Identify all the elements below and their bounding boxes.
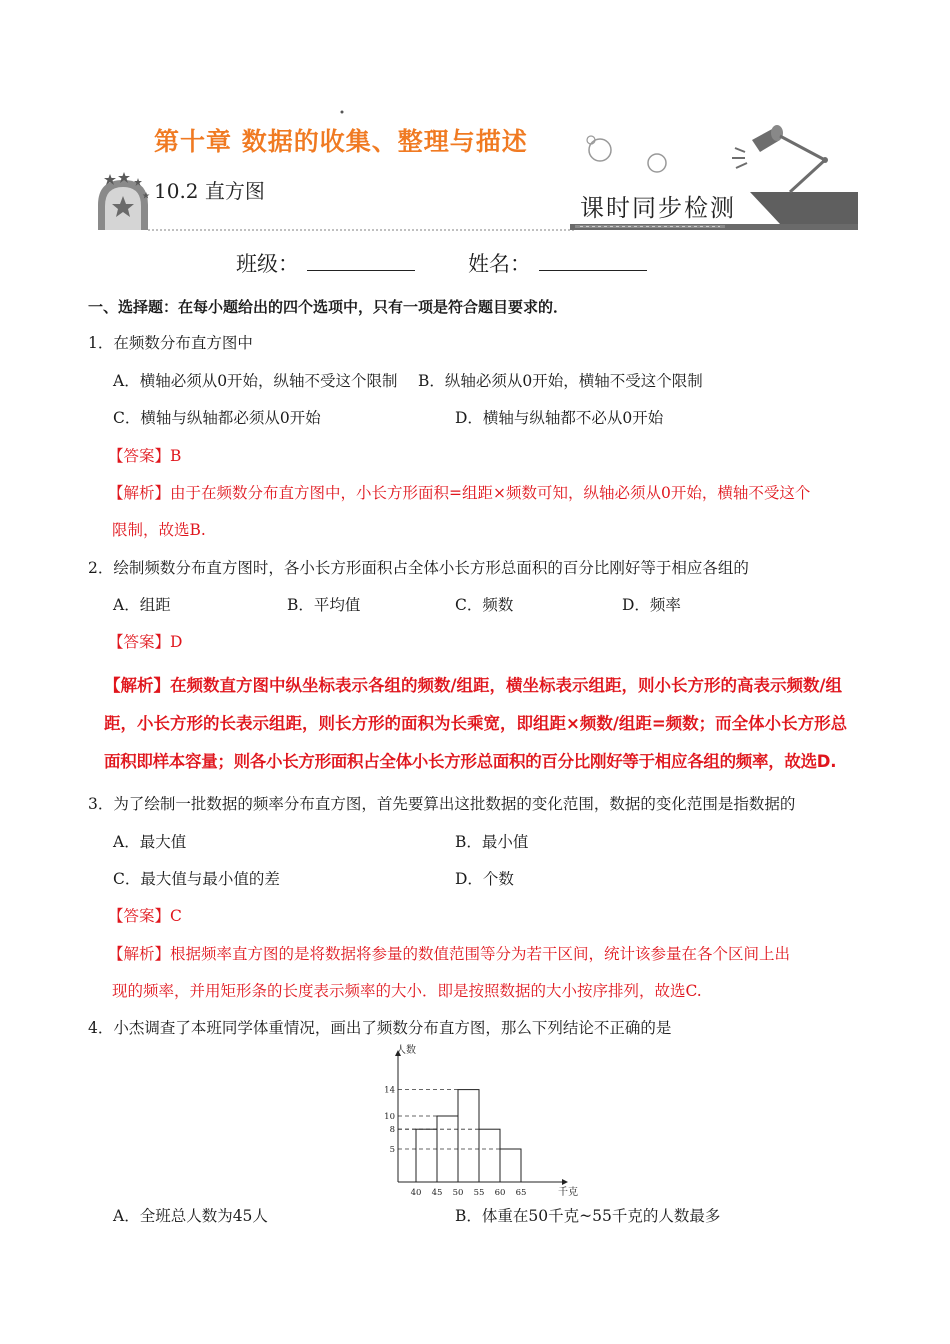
dot-icon [341, 111, 344, 114]
q4-stem: 4．小杰调查了本班同学体重情况，画出了频数分布直方图，那么下列结论不正确的是 [88, 1019, 672, 1037]
q2-option-d: D．频率 [622, 596, 681, 614]
q2-option-b: B．平均值 [287, 596, 361, 614]
q3-option-b: B．最小值 [455, 833, 529, 851]
bubble-icon [589, 139, 611, 161]
analysis-text: 由于在频数分布直方图中，小长方形面积=组距×频数可知，纵轴必须从0开始，横轴不受这个 [170, 484, 811, 502]
y-tick-label: 8 [389, 1125, 395, 1136]
q2-option-c: C．频数 [455, 596, 514, 614]
answer-value: B [170, 447, 182, 465]
banner-title: 课时同步检测 [580, 194, 736, 222]
bubble-icon [648, 154, 666, 172]
q1-option-d: D．横轴与纵轴都不必从0开始 [455, 409, 664, 427]
q1-stem: 1．在频数分布直方图中 [88, 334, 253, 352]
q1-answer [108, 446, 181, 466]
y-tick-label: 10 [384, 1112, 395, 1122]
y-tick-label: 14 [384, 1085, 395, 1096]
x-tick-label: 45 [431, 1188, 443, 1198]
analysis-text: 根据频率直方图的是将数据将参量的数值范围等分为若干区间，统计该参量在各个区间上出 [170, 945, 791, 963]
q3-option-c: C．最大值与最小值的差 [113, 870, 280, 888]
name-field [468, 248, 647, 278]
name-blank[interactable] [539, 250, 647, 271]
q4-option-a: A．全班总人数为45人 [113, 1207, 268, 1225]
y-axis-label: 人数 [396, 1045, 416, 1056]
histogram-bar [500, 1149, 521, 1182]
name-label: 姓名： [468, 252, 531, 276]
q2-option-a: A．组距 [113, 596, 171, 614]
section-title: 10.2 直方图 [154, 179, 265, 203]
answer-value: C [170, 907, 182, 925]
q2-analysis-line-3: 面积即样本容量；则各小长方形面积占全体小长方形总面积的百分比刚好等于相应各组的频率，故选D. [104, 752, 837, 771]
class-field [236, 248, 415, 278]
class-blank[interactable] [307, 250, 415, 271]
class-label: 班级： [236, 252, 299, 276]
histogram-bar [416, 1129, 437, 1182]
q4-option-b: B．体重在50千克~55千克的人数最多 [455, 1207, 721, 1225]
q3-option-a: A．最大值 [113, 833, 187, 851]
q1-option-c: C．横轴与纵轴都必须从0开始 [113, 409, 321, 427]
section-heading: 一、选择题：在每小题给出的四个选项中，只有一项是符合题目要求的． [88, 298, 569, 316]
q3-analysis-line-2: 现的频率，并用矩形条的长度表示频率的大小．即是按照数据的大小按序排列，故选C. [112, 982, 702, 1000]
q2-answer [108, 632, 182, 652]
x-tick-label: 65 [515, 1188, 527, 1198]
x-tick-label: 50 [452, 1188, 464, 1198]
answer-tag: 【答案】 [108, 447, 171, 465]
histogram-chart [370, 1040, 580, 1200]
x-tick-label: 40 [410, 1188, 422, 1198]
q1-analysis-line-1 [108, 483, 810, 503]
q1-option-b: B．纵轴必须从0开始，横轴不受这个限制 [418, 372, 703, 390]
histogram-bar [458, 1090, 479, 1182]
q1-option-a: A．横轴必须从0开始，纵轴不受这个限制 [113, 372, 398, 390]
star-emblem-icon [98, 172, 150, 230]
analysis-tag: 【解析】 [108, 484, 171, 502]
q3-option-d: D．个数 [455, 870, 514, 888]
x-tick-label: 55 [473, 1188, 485, 1198]
x-axis-label: 千克 [558, 1187, 578, 1198]
q3-analysis-line-1 [108, 944, 790, 964]
answer-tag: 【答案】 [108, 633, 171, 651]
desk-lamp-icon [732, 125, 828, 192]
header-decoration [90, 100, 870, 240]
chapter-title: 第十章 数据的收集、整理与描述 [154, 127, 528, 156]
q3-answer [108, 906, 182, 926]
q2-stem: 2．绘制频数分布直方图时，各小长方形面积占全体小长方形总面积的百分比刚好等于相应各组的 [88, 559, 749, 577]
analysis-text: 在频数直方图中纵坐标表示各组的频数/组距，横坐标表示组距，则小长方形的高表示频数/组 [170, 676, 843, 695]
x-axis-arrow-icon [562, 1179, 568, 1185]
y-tick-label: 5 [389, 1145, 395, 1155]
analysis-tag: 【解析】 [108, 945, 171, 963]
q2-analysis-line-2: 距，小长方形的长表示组距，则长方形的面积为长乘宽，即组距×频数/组距=频数；而全体小长方形总 [104, 714, 848, 733]
q2-analysis-line-1 [104, 676, 842, 696]
answer-value: D [170, 633, 183, 651]
histogram-bar [479, 1129, 500, 1182]
q1-analysis-line-2: 限制，故选B. [112, 521, 206, 539]
q3-stem: 3．为了绘制一批数据的频率分布直方图，首先要算出这批数据的变化范围，数据的变化范围是指数据的 [88, 795, 796, 813]
analysis-tag: 【解析】 [104, 676, 170, 695]
answer-tag: 【答案】 [108, 907, 171, 925]
x-tick-label: 60 [494, 1188, 506, 1198]
